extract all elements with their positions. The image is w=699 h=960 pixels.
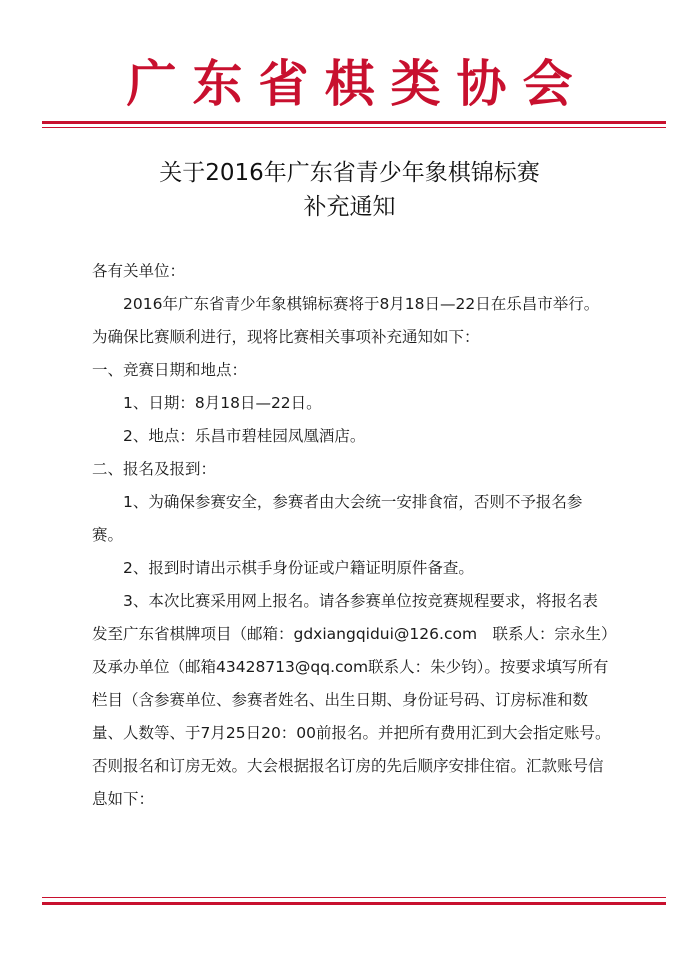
section1-item-venue: 2、地点：乐昌市碧桂园凤凰酒店。 <box>123 427 366 445</box>
section1-item-date: 1、日期：8月18日—22日。 <box>123 394 322 412</box>
document-body <box>92 255 612 816</box>
document-title-line1: 关于2016年广东省青少年象棋锦标赛 <box>159 160 540 186</box>
org-letterhead: 广东省棋类协会 <box>126 54 589 113</box>
section2-item-id-check: 2、报到时请出示棋手身份证或户籍证明原件备查。 <box>123 559 474 577</box>
section2-item-registration: 3、本次比赛采用网上报名。请各参赛单位按竞赛规程要求，将报名表发至广东省棋牌项目（邮箱：gdxiangqidui@126.com 联系人：宗永生）及承办单位（邮箱43428713@qq.com联系人：朱少钧）。按要求填写所有栏目（含参赛单位、参赛者姓名、出生日期、身份证号码、订房标准和数量、人数等、于7月25日20：00前报名。并把所有费用汇到大会指定账号。否则报名和订房无效。大会根据报名订房的先后顺序安排住宿。汇款账号信息如下： <box>92 592 611 808</box>
salutation: 各有关单位： <box>92 262 186 280</box>
section2-heading: 二、报名及报到： <box>92 460 217 478</box>
header-rule-thin <box>42 127 666 128</box>
footer-rule-thick <box>42 902 666 905</box>
section2-item-lodging: 1、为确保参赛安全，参赛者由大会统一安排食宿，否则不予报名参赛。 <box>92 493 583 544</box>
document-title-line2: 补充通知 <box>303 194 396 220</box>
footer-rule-thin <box>42 897 666 898</box>
section1-heading: 一、竞赛日期和地点： <box>92 361 248 379</box>
header-rule-thick <box>42 121 666 124</box>
intro-paragraph: 2016年广东省青少年象棋锦标赛将于8月18日—22日在乐昌市举行。为确保比赛顺利进行，现将比赛相关事项补充通知如下： <box>92 295 600 346</box>
